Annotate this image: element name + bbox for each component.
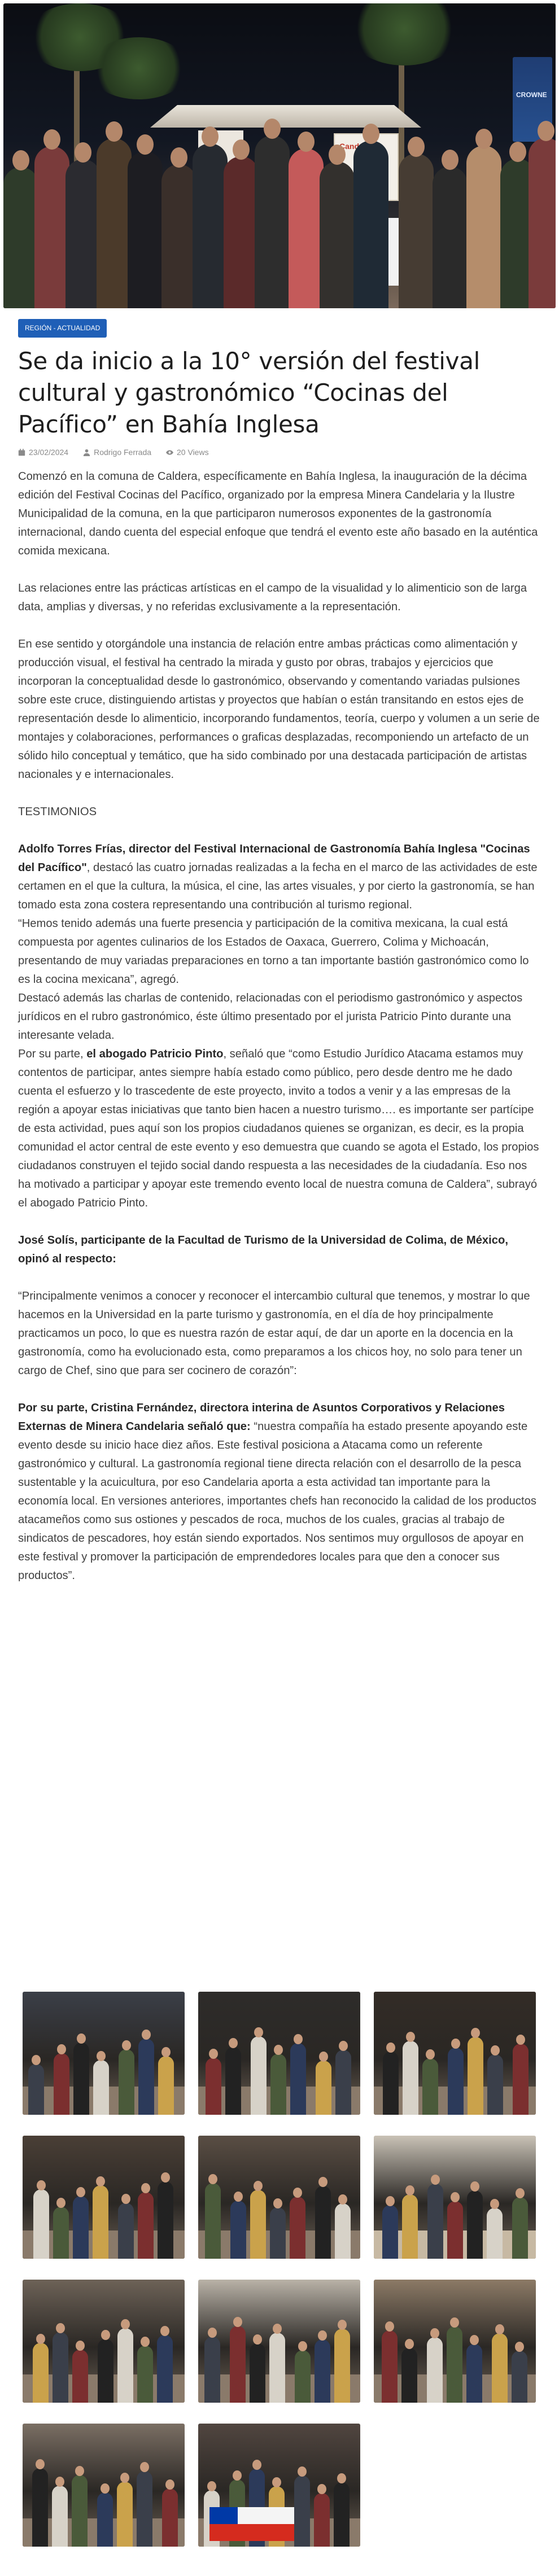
gallery-person [117, 2482, 133, 2547]
gallery-person [52, 2486, 68, 2547]
eye-icon [166, 449, 173, 456]
gallery-person [72, 2350, 88, 2403]
gallery-person [73, 2043, 89, 2115]
gallery-person [401, 2348, 417, 2403]
gallery-person-head [293, 2188, 302, 2198]
testimonio-solis-heading [18, 1231, 540, 1269]
gallery-person-head [101, 2483, 110, 2494]
gallery-person-head [430, 2328, 439, 2338]
gallery-person [119, 2049, 134, 2115]
palm-leaves [348, 3, 461, 65]
gallery-photo[interactable] [198, 2280, 360, 2403]
gallery-person [334, 2482, 350, 2547]
gallery-person-head [207, 2481, 216, 2491]
gallery-person-head [470, 2335, 479, 2345]
person-head [233, 139, 250, 160]
gallery-person [117, 2328, 133, 2403]
testimonio-fernandez [18, 1399, 540, 1585]
gallery-person-head [121, 2319, 130, 2329]
gallery-photo[interactable] [374, 1992, 536, 2115]
person-head [475, 129, 492, 149]
gallery-photo[interactable] [23, 2280, 185, 2403]
testimonio-torres-name: Adolfo Torres Frías, director del Festival Internacional de Gastronomía Bahía Inglesa "Cocinas del Pacífico" [18, 843, 530, 874]
person-head [43, 129, 60, 150]
gallery-person-head [319, 2052, 328, 2062]
meta-date [18, 448, 68, 457]
gallery-person-head [491, 2045, 500, 2055]
gallery-person [335, 2203, 351, 2259]
gallery-person [158, 2181, 173, 2259]
gallery-person-head [339, 2041, 348, 2051]
paragraph-relaciones: Las relaciones entre las prácticas artísticas en el campo de la visualidad y lo alimenticio son de larga data, amplias y diversas, y no referidas exclusivamente a la representación. [18, 582, 527, 613]
article-body [18, 467, 540, 1604]
gallery-person [53, 2332, 68, 2403]
gallery-person [32, 2468, 48, 2547]
person-head [442, 150, 458, 170]
gallery-person-head [495, 2324, 504, 2334]
testimonio-torres [18, 840, 540, 915]
gallery-person [467, 2190, 483, 2259]
gallery-person [448, 2048, 464, 2115]
meta-author[interactable] [83, 448, 151, 457]
gallery-person [512, 2197, 528, 2259]
gallery-person-head [318, 2330, 327, 2341]
gallery-person-head [56, 2323, 65, 2333]
gallery-person-head [120, 2473, 129, 2483]
gallery-person [315, 2339, 330, 2403]
testimonio-fernandez-name: Por su parte, Cristina Fernández, directora interina de Asuntos Corporativos y Relaciones Externas de Minera Candelaria señaló que: [18, 1402, 505, 1433]
hotel-sign-text: CROWNE [516, 91, 547, 99]
gallery-person-head [471, 2028, 480, 2038]
gallery-person [466, 2344, 482, 2403]
gallery-person-head [254, 2027, 263, 2037]
person-silhouette [34, 146, 69, 308]
gallery-person-head [298, 2466, 307, 2477]
gallery-person-head [406, 2032, 415, 2042]
gallery-person-head [426, 2049, 435, 2059]
person-silhouette [97, 138, 132, 308]
gallery-person [73, 2196, 89, 2259]
gallery-person [315, 2186, 331, 2259]
category-badge[interactable]: REGIÓN - ACTUALIDAD [18, 319, 107, 338]
person-silhouette [224, 156, 259, 308]
gallery-person-head [337, 2473, 346, 2483]
person-head [298, 132, 315, 152]
gallery-person [290, 2197, 305, 2259]
person-head [329, 145, 346, 165]
calendar-icon [18, 449, 25, 456]
gallery-person [250, 2190, 266, 2259]
gallery-person [53, 2207, 69, 2259]
meta-views [166, 448, 209, 457]
gallery-person-head [77, 2033, 86, 2044]
gallery-person-head [37, 2180, 46, 2190]
testimonio-solis-name: José Solís, participante de la Facultad de Turismo de la Universidad de Colima, de México, opinó al respecto: [18, 1234, 508, 1265]
gallery-photo[interactable] [23, 2424, 185, 2547]
gallery-photo[interactable] [23, 2136, 185, 2259]
gallery-person [334, 2329, 350, 2403]
gallery-person-head [451, 2039, 460, 2049]
person-head [106, 121, 123, 142]
gallery-person [383, 2052, 399, 2115]
gallery-person-head [121, 2194, 130, 2204]
gallery-person [427, 2184, 443, 2259]
gallery-person [33, 2189, 49, 2259]
gallery-person-head [273, 2198, 282, 2208]
gallery-person-head [272, 2477, 281, 2487]
person-head [137, 134, 154, 155]
gallery-person-head [516, 2188, 525, 2198]
gallery-person-head [229, 2038, 238, 2048]
gallery-person-head [76, 2187, 85, 2197]
gallery-person-head [161, 2047, 171, 2057]
gallery-photo[interactable] [198, 2136, 360, 2259]
gallery-person [270, 2054, 286, 2115]
meta-author-text: Rodrigo Ferrada [94, 448, 152, 457]
gallery-person [157, 2335, 173, 2403]
gallery-person-head [141, 2183, 150, 2193]
gallery-person [206, 2058, 221, 2115]
chile-flag-canton [209, 2507, 238, 2524]
gallery-person [492, 2333, 508, 2403]
gallery-person-head [470, 2181, 479, 2192]
gallery-person [225, 2047, 241, 2115]
gallery-person-head [140, 2462, 149, 2472]
gallery-person [316, 2061, 331, 2115]
person-silhouette [128, 151, 163, 308]
person-head [75, 142, 91, 163]
gallery-person [54, 2053, 69, 2115]
gallery-person [98, 2339, 113, 2403]
user-icon [83, 449, 90, 456]
gallery-person-head [490, 2199, 499, 2209]
gallery-person [138, 2039, 154, 2115]
gallery-photo[interactable] [198, 2424, 360, 2547]
event-tent [150, 105, 421, 128]
gallery-person-head [233, 2317, 242, 2327]
gallery-person [230, 2326, 246, 2403]
gallery-person-head [209, 2049, 218, 2059]
gallery-person [468, 2037, 483, 2115]
gallery-person [269, 2333, 285, 2403]
person-silhouette [399, 154, 434, 308]
gallery-person [158, 2056, 174, 2115]
gallery-person [512, 2351, 527, 2403]
gallery-person [382, 2330, 398, 2403]
gallery-person-head [253, 2334, 262, 2345]
gallery-person-head [317, 2484, 326, 2494]
gallery-person-head [56, 2198, 65, 2208]
person-silhouette [529, 138, 556, 308]
gallery-person-head [76, 2341, 85, 2351]
gallery-person [33, 2343, 49, 2403]
gallery-person [422, 2058, 438, 2115]
gallery-person [251, 2036, 267, 2115]
person-head [509, 142, 526, 162]
article-meta [18, 448, 209, 457]
gallery-person [513, 2044, 529, 2115]
gallery-person-head [318, 2177, 327, 2187]
gallery-person-head [142, 2030, 151, 2040]
gallery-person-head [233, 2470, 242, 2481]
gallery-person-head [96, 2176, 105, 2186]
gallery-person-head [405, 2185, 414, 2195]
gallery-person-head [160, 2326, 169, 2336]
gallery-person-head [338, 2194, 347, 2205]
person-head [12, 150, 29, 170]
meta-date-text: 23/02/2024 [29, 448, 69, 457]
gallery-person-head [516, 2035, 525, 2045]
gallery-person [250, 2343, 265, 2403]
gallery-person [28, 2064, 44, 2115]
gallery-person [427, 2337, 443, 2403]
gallery-person-head [36, 2334, 45, 2344]
gallery-person [487, 2208, 503, 2259]
gallery-person [487, 2054, 503, 2115]
gallery-person-head [208, 2174, 217, 2184]
testimonio-solis-quote: “Principalmente venimos a conocer y reconocer el intercambio cultural que tenemos, y mostrar lo que hacemos en la Universidad en la parte turismo y gastronomía, en el día de hoy principalmente practicamos un poco, lo que es nuestra razón de estar aquí, de dar un aporte en la docencia en la gastronomía, como ha evolucionado esta, como preparamos a los chicos hoy, no solo para tener un cargo de Chef, sino que para ser cocinero de corazón”: [18, 1290, 530, 1377]
gallery-person-head [97, 2051, 106, 2061]
gallery-person [230, 2201, 246, 2259]
gallery-person-head [274, 2045, 283, 2055]
gallery-person [403, 2041, 418, 2115]
gallery-person [402, 2194, 418, 2259]
gallery-person [294, 2476, 310, 2547]
gallery-person [382, 2205, 398, 2259]
testimonio-torres-more: Destacó además las charlas de contenido, relacionadas con el periodismo gastronómico y aspectos jurídicos en el rubro gastronómico, éste último presentado por el jurista Patricio Pinto durante una interesante velada. [18, 992, 523, 1042]
gallery-person-head [386, 2043, 395, 2053]
gallery-person [118, 2203, 134, 2259]
gallery-person-head [32, 2055, 41, 2065]
gallery-person-head [75, 2466, 84, 2476]
gallery-person-head [165, 2479, 174, 2490]
gallery-person [137, 2346, 153, 2403]
gallery-person [447, 2201, 463, 2259]
gallery-person-head [208, 2328, 217, 2338]
gallery-photo[interactable] [23, 1992, 185, 2115]
paragraph-sentido: En ese sentido y otorgándole una instancia de relación entre ambas prácticas como alimentación y producción visual, el festival ha centrado la mirada y gusto por obras, trabajos y ejercicios que incorporan la conceptualidad desde lo gastronómico, observando y comentando variadas pulsiones sobre este cruce, distinguiendo artistas y proyectos que habían o están transitando en estos ejes de representación desde lo alimenticio, incorporando fundamentos, teoría, cuerpo y volumen a un serie de montajes y colaboraciones, performances o graficas desplazadas, recomponiendo un artefacto de un sólido hilo conceptual y temático, que ha sido combinado por una destacada participación de artistas nacionales y e internacionales. [18, 638, 540, 781]
paragraph-intro: Comenzó en la comuna de Caldera, específicamente en Bahía Inglesa, la inauguración de la décima edición del Festival Cocinas del Pacífico, organizado por la empresa Minera Candelaria y la Ilustre Municipalidad de la comuna, en la que participaron numerosos exponentes de la gastronomía internacional, dando cuenta del especial enfoque que tendrá el evento este año basado en la auténtica comida mexicana. [18, 470, 538, 557]
gallery-person [204, 2337, 220, 2403]
hero-photo [3, 3, 556, 308]
person-silhouette [3, 167, 38, 308]
gallery-person [162, 2488, 178, 2547]
testimonio-torres-text: , destacó las cuatro jornadas realizadas a la fecha en el marco de las actividades de este certamen en el que la cultura, la música, el cine, las artes visuales, y por cierto la gastronomía, se han tomado esta zona costera representando una contribución al turismo regional. [18, 861, 538, 911]
testimonio-pinto-name: el abogado Patricio Pinto [86, 1048, 224, 1060]
person-silhouette [433, 167, 468, 308]
gallery-photo[interactable] [198, 1992, 360, 2115]
gallery-person-head [385, 2321, 394, 2332]
gallery-person [335, 2050, 351, 2115]
testimonio-pinto-pre: Por su parte, [18, 1048, 87, 1060]
gallery-person [205, 2183, 221, 2259]
meta-views-text: 20 Views [177, 448, 209, 457]
gallery-person-head [431, 2175, 440, 2185]
testimonio-pinto-text: , señaló que “como Estudio Jurídico Atacama estamos muy contentos de participar, antes siempre había estado como público, pero desde dentro me he dado cuenta el esfuerzo y lo trascedente de este proyecto, invito a todos a venir y a las empresas de la región a apoyar estas iniciativas que tanto bien hacen a nuestro turismo…. es importante ser partícipe de esta actividad, pues aquí son los propios ciudadanos quienes se organizan, es decir, es la propia comunidad el actor central de este evento y eso demuestra que cuando se agota el Estado, los propios ciudadanos construyen el tejido social dando respuesta a las necesidades de la ciudadanía. Eso nos ha motivado a participar y apoyar este tremendo evento local de nuestra comuna de Caldera”, subrayó el abogado Patricio Pinto. [18, 1048, 539, 1209]
palm-leaves [88, 37, 190, 99]
gallery-person [97, 2492, 113, 2547]
gallery-person [270, 2207, 286, 2259]
gallery-person [93, 2185, 108, 2259]
gallery-person [138, 2192, 154, 2259]
chile-flag [209, 2507, 294, 2541]
person-head [408, 137, 425, 157]
person-silhouette [466, 146, 501, 308]
person-silhouette [289, 148, 324, 308]
gallery-person-head [338, 2320, 347, 2330]
gallery-person-head [254, 2181, 263, 2191]
gallery-person-head [273, 2324, 282, 2334]
gallery-person-head [515, 2342, 524, 2352]
person-silhouette [65, 159, 101, 308]
gallery-person-head [57, 2044, 66, 2054]
gallery-photo[interactable] [374, 2136, 536, 2259]
testimonio-pinto [18, 1045, 540, 1213]
gallery-person [290, 2043, 306, 2115]
gallery-photo[interactable] [374, 2280, 536, 2403]
testimonio-fernandez-text: “nuestra compañía ha estado presente apoyando este evento desde su inicio hace diez años. Este festival posiciona a Atacama como un referente gastronómico y cultural. La gastronomía regional tiene directa relación con el desarrollo de la pesca sustentable y la acuicultura, por eso Candelaria aporta a esta actividad tan importante para la economía local. En versiones anteriores, importantes chefs han reconocido la calidad de los productos atacameños como sus ostiones y pescados de roca, muchos de los cuales, gracias al trabajo de sindicatos de pescadores, hoy están siendo exportados. Nos sentimos muy orgullosos de apoyar en este festival y promover la participación de emprendedores locales para que den a conocer sus productos”. [18, 1420, 536, 1582]
gallery-person-head [252, 2460, 261, 2470]
gallery-person [137, 2471, 152, 2547]
gallery-person-head [451, 2192, 460, 2202]
article-title: Se da inicio a la 10° versión del festival cultural y gastronómico “Cocinas del Pacífico” en Bahía Inglesa [18, 347, 481, 438]
gallery-person [447, 2326, 462, 2403]
gallery-person [314, 2493, 330, 2547]
gallery-person-head [234, 2192, 243, 2202]
gallery-person-head [450, 2317, 459, 2328]
gallery-person-head [294, 2034, 303, 2044]
person-head [538, 121, 554, 141]
person-head [264, 119, 281, 139]
gallery-person-head [405, 2339, 414, 2349]
gallery-person [93, 2060, 109, 2115]
gallery-person-head [386, 2196, 395, 2206]
person-silhouette [161, 164, 196, 308]
gallery-person-head [36, 2459, 45, 2469]
section-heading-testimonios: TESTIMONIOS [18, 806, 97, 818]
gallery-person [72, 2475, 88, 2547]
gallery-person-head [55, 2477, 64, 2487]
gallery-person-head [141, 2337, 150, 2347]
gallery-person-head [101, 2330, 110, 2340]
photo-gallery [23, 1992, 536, 2547]
person-head [363, 124, 379, 144]
gallery-person-head [161, 2172, 170, 2183]
person-silhouette [255, 135, 290, 308]
person-silhouette [320, 161, 355, 308]
testimonio-torres-quote: “Hemos tenido además una fuerte presencia y participación de la comitiva mexicana, la cual está compuesta por agentes culinarios de los Estados de Oaxaca, Guerrero, Colima y Michoacán, presentando de muy variadas preparaciones en torno a tan importante bastión gastronómico como lo es la cocina mexicana”, agregó. [18, 917, 529, 986]
gallery-person [295, 2350, 311, 2403]
gallery-person-head [298, 2341, 307, 2351]
gallery-person-head [122, 2040, 131, 2050]
person-head [202, 126, 219, 147]
person-head [171, 147, 187, 168]
person-silhouette [353, 141, 388, 308]
person-silhouette [193, 143, 228, 308]
